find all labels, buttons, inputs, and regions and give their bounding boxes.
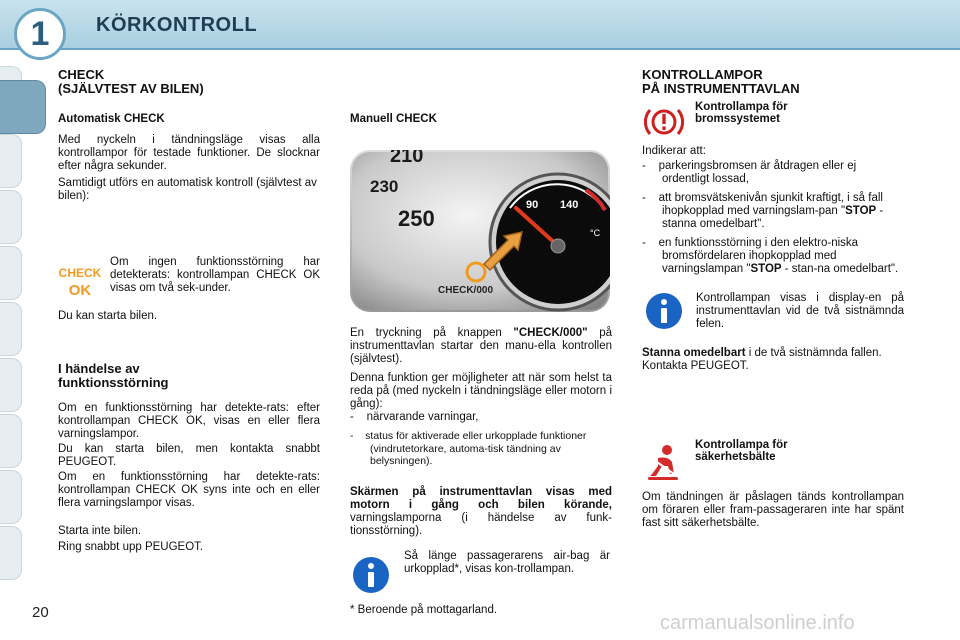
check-ok-icon-text2: OK bbox=[68, 282, 92, 299]
manual-check-list bbox=[350, 411, 612, 468]
seatbelt-text: Om tändningen är påslagen tänds kontrollampan om föraren eller fram-passageraren inte har spänt fast sitt säkerhetsbälte. bbox=[642, 491, 904, 529]
list-item: - status för aktiverade eller urkopplade funktioner (vindrutetorkare, automa-tisk tändning av belysningen). bbox=[350, 430, 587, 467]
seatbelt-lamp-heading: Kontrollampa för säkerhetsbälte bbox=[695, 439, 788, 463]
list-item: - en funktionsstörning i den elektro-niska bromsfördelaren ihopkopplad med varningslampan "STOP - stan-na omedelbart". bbox=[642, 237, 899, 275]
chapter-tab[interactable] bbox=[0, 526, 22, 580]
info-icon bbox=[645, 292, 683, 330]
start-ok-text: Du kan starta bilen. bbox=[58, 310, 158, 322]
speed-label-250: 250 bbox=[398, 206, 435, 231]
chapter-tab[interactable] bbox=[0, 190, 22, 244]
temp-label-90: 90 bbox=[526, 199, 539, 211]
check-section-title bbox=[58, 68, 204, 96]
watermark: carmanualsonline.info bbox=[660, 612, 855, 634]
brake-lamp-heading: Kontrollampa för bromssystemet bbox=[695, 101, 788, 125]
chapter-tab[interactable] bbox=[0, 470, 22, 524]
check-title-line2: (SJÄLVTEST AV BILEN) bbox=[58, 81, 204, 96]
fault-heading-line1: I händelse av bbox=[58, 361, 140, 376]
check-title-line1: CHECK bbox=[58, 67, 105, 82]
fault-heading bbox=[58, 362, 169, 390]
manual-check-heading: Manuell CHECK bbox=[350, 113, 437, 125]
brake-indications-list bbox=[642, 160, 904, 276]
speed-label-210: 210 bbox=[390, 150, 424, 167]
chapter-tab[interactable] bbox=[0, 302, 22, 356]
chapter-tab[interactable] bbox=[0, 246, 22, 300]
speed-label-230: 230 bbox=[370, 177, 399, 196]
chapter-tab[interactable] bbox=[0, 358, 22, 412]
auto-check-paragraph2: Samtidigt utförs en automatisk kontroll (självtest av bilen): bbox=[58, 177, 317, 202]
chapter-title: KÖRKONTROLL bbox=[96, 14, 258, 36]
fault-paragraph4: Starta inte bilen. bbox=[58, 525, 142, 537]
instrument-cluster-image bbox=[350, 150, 610, 312]
stop-immediately-text: Stanna omedelbart i de två sistnämnda fallen. Kontakta PEUGEOT. bbox=[642, 347, 882, 372]
list-item: - att bromsvätskenivån sjunkit kraftigt, i så fall ihopkopplad med varningslam-pan "STOP - stanna omedelbart". bbox=[642, 192, 884, 230]
list-item: - närvarande varningar, bbox=[350, 411, 479, 423]
page-number: 20 bbox=[32, 604, 49, 621]
list-item: - parkeringsbromsen är åtdragen eller ej ordentligt lossad, bbox=[642, 160, 857, 185]
seatbelt-warning-icon bbox=[646, 444, 682, 484]
warning-lamps-title-line2: PÅ INSTRUMENTTAVLAN bbox=[642, 81, 800, 96]
indicates-label: Indikerar att: bbox=[642, 145, 706, 157]
airbag-info-text: Så länge passagerarens air-bag är urkopplad*, visas kon-trollampan. bbox=[404, 550, 610, 575]
fault-heading-line2: funktionsstörning bbox=[58, 375, 169, 390]
check-ok-icon bbox=[58, 262, 102, 300]
check-000-button-label: CHECK/000 bbox=[438, 285, 494, 296]
info-icon bbox=[352, 556, 390, 594]
footnote: * Beroende på mottagarland. bbox=[350, 604, 498, 616]
auto-check-heading: Automatisk CHECK bbox=[58, 113, 165, 125]
check-ok-icon-text1: CHECK bbox=[58, 266, 102, 280]
fault-paragraph1: Om en funktionsstörning har detekte-rats: efter kontrollampan CHECK OK, visas en eller flera varningslampor. bbox=[58, 402, 320, 440]
warning-lamps-title-line1: KONTROLLAMPOR bbox=[642, 67, 763, 82]
fault-paragraph5: Ring snabbt upp PEUGEOT. bbox=[58, 541, 204, 553]
screen-bold: Skärmen på instrumenttavlan visas med motorn i gång och bilen körande, bbox=[350, 486, 612, 511]
auto-check-paragraph1: Med nyckeln i tändningsläge visas alla kontrollampor för testade funktioner. De slocknar efter några sekunder. bbox=[58, 134, 320, 172]
temp-label-140: 140 bbox=[560, 199, 579, 211]
screen-visibility-paragraph bbox=[350, 486, 612, 538]
manual-check-paragraph2: Denna funktion ger möjligheter att när som helst ta reda på (med nyckeln i tändningsläge eller motorn i gång): bbox=[350, 372, 612, 410]
temp-unit: °C bbox=[590, 228, 601, 238]
display-info-text: Kontrollampan visas i display-en på instrumenttavlan vid de två sistnämnda felen. bbox=[696, 292, 904, 330]
fault-paragraph3: Om en funktionsstörning har detekte-rats: kontrollampan CHECK OK syns inte och en eller flera varningslampor visas. bbox=[58, 471, 320, 509]
manual-check-paragraph1 bbox=[350, 327, 612, 366]
manual-p1-suffix: på instrumenttavlan startar den manu-ella kontrollen (självtest). bbox=[350, 327, 612, 365]
chapter-tab[interactable] bbox=[0, 134, 22, 188]
fault-paragraph2: Du kan starta bilen, men kontakta snabbt PEUGEOT. bbox=[58, 443, 320, 468]
chapter-number-badge: 1 bbox=[14, 8, 66, 60]
chapter-tab-active[interactable] bbox=[0, 80, 46, 134]
manual-p1-prefix: En tryckning på knappen bbox=[350, 327, 514, 339]
check-ok-text: Om ingen funktionsstörning har detekterats: kontrollampan CHECK OK visas om två sek-under. bbox=[110, 256, 320, 294]
brake-warning-icon bbox=[642, 104, 686, 140]
chapter-tab[interactable] bbox=[0, 414, 22, 468]
screen-rest: varningslamporna (i händelse av funk-tionsstörning). bbox=[350, 512, 612, 537]
warning-lamps-title bbox=[642, 68, 800, 96]
manual-p1-bold: "CHECK/000" bbox=[513, 327, 588, 339]
